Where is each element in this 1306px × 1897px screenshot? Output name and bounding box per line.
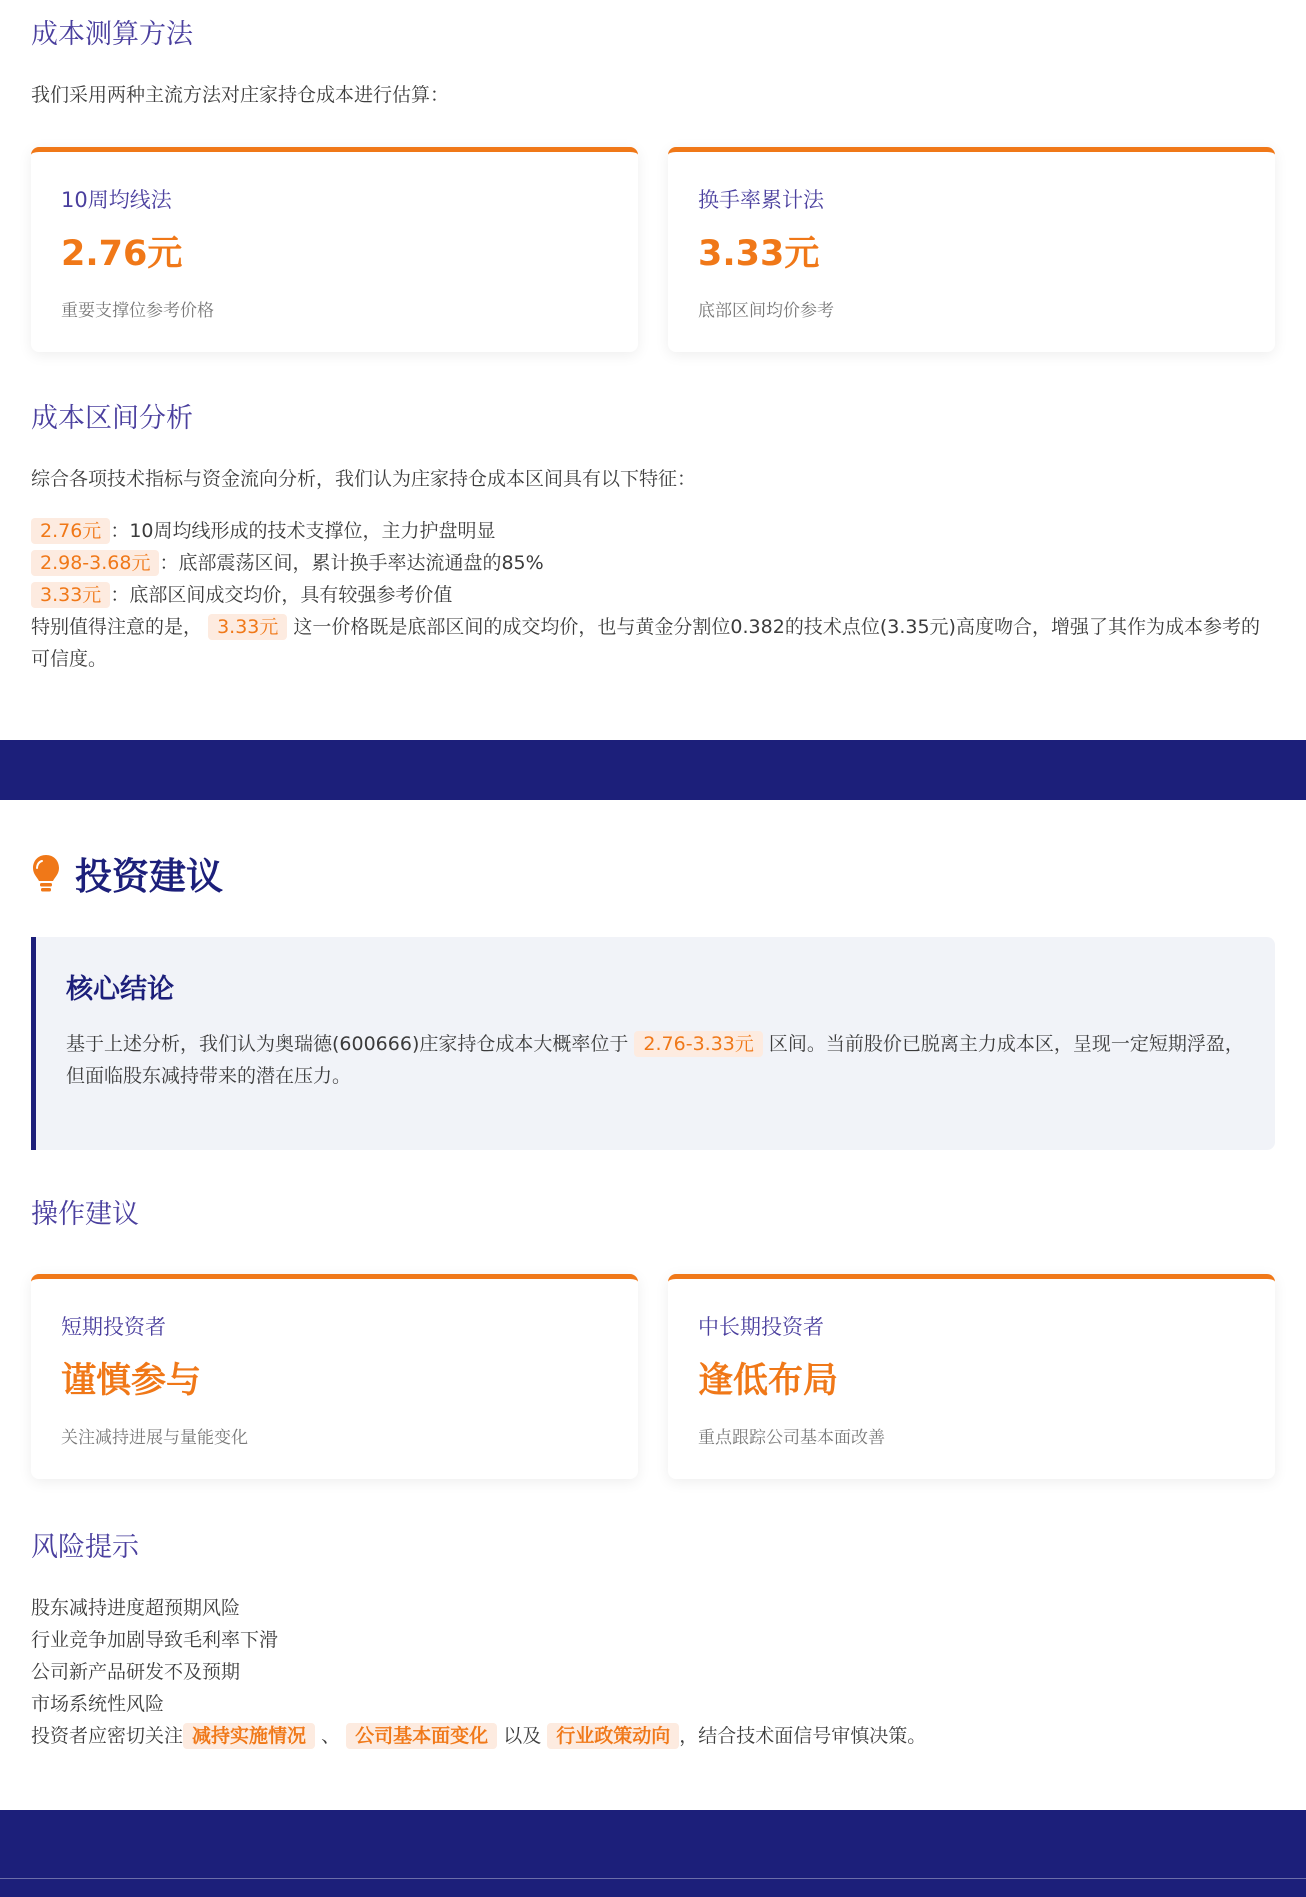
operation-card-title: 短期投资者 xyxy=(61,1315,166,1339)
advice-heading: 投资建议 xyxy=(75,855,223,898)
cost-methods-title: 成本测算方法 xyxy=(31,19,193,50)
cost-methods-section xyxy=(0,12,1306,111)
list-item xyxy=(31,515,1275,547)
method-card-title: 10周均线法 xyxy=(61,188,172,212)
risks-section xyxy=(0,1525,1306,1752)
operation-card-value: 谨慎参与 xyxy=(61,1361,202,1401)
note-prefix: 特别值得注意的是， xyxy=(31,616,203,638)
cost-range-note xyxy=(31,611,1275,675)
price-range-tag: 2.76-3.33元 xyxy=(634,1031,762,1057)
risk-item: 公司新产品研发不及预期 xyxy=(31,1661,241,1683)
final-prefix: 投资者应密切关注 xyxy=(31,1725,184,1747)
operation-card-title: 中长期投资者 xyxy=(698,1315,824,1339)
method-card-title: 换手率累计法 xyxy=(698,188,824,212)
core-conclusion-box xyxy=(31,937,1275,1150)
operation-card-desc: 重点跟踪公司基本面改善 xyxy=(698,1428,885,1448)
separator: 以及 xyxy=(503,1725,542,1747)
conclusion-suffix: 区间。当前股价已脱离主力成本区，呈现一定短期浮盈，但面临股东减持带来的潜在压力。 xyxy=(66,1033,1244,1087)
risks-title: 风险提示 xyxy=(31,1532,139,1563)
focus-tag: 减持实施情况 xyxy=(183,1723,315,1749)
footer-band xyxy=(0,1810,1306,1897)
list-item-text: ：底部震荡区间，累计换手率达流通盘的85% xyxy=(159,552,544,574)
cost-methods-intro: 我们采用两种主流方法对庄家持仓成本进行估算： xyxy=(31,84,450,106)
focus-tag: 行业政策动向 xyxy=(547,1723,679,1749)
operation-card-desc: 关注减持进展与量能变化 xyxy=(61,1428,248,1448)
method-card-desc: 重要支撑位参考价格 xyxy=(61,301,214,321)
method-card-desc: 底部区间均价参考 xyxy=(698,301,834,321)
cost-range-intro: 综合各项技术指标与资金流向分析，我们认为庄家持仓成本区间具有以下特征： xyxy=(31,468,697,490)
operation-card-value: 逢低布局 xyxy=(698,1361,839,1401)
risk-item: 市场系统性风险 xyxy=(31,1693,165,1715)
list-item-text: ：底部区间成交均价，具有较强参考价值 xyxy=(110,584,453,606)
final-suffix: ，结合技术面信号审慎决策。 xyxy=(679,1725,927,1747)
operation-card-short-term xyxy=(31,1274,638,1479)
advice-header xyxy=(0,846,1306,900)
price-tag: 3.33元 xyxy=(31,582,110,608)
risks-list xyxy=(31,1592,1275,1752)
operations-section xyxy=(0,1192,1306,1231)
conclusion-text xyxy=(66,1028,1245,1092)
cost-method-cards xyxy=(0,147,1306,352)
method-card-turnover xyxy=(668,147,1275,352)
list-item xyxy=(31,579,1275,611)
section-divider-band xyxy=(0,740,1306,800)
price-tag: 2.76元 xyxy=(31,518,110,544)
operation-cards xyxy=(0,1274,1306,1479)
cost-range-title: 成本区间分析 xyxy=(31,403,193,434)
footer-divider xyxy=(0,1878,1306,1879)
note-suffix: 这一价格既是底部区间的成交均价，也与黄金分割位0.382的技术点位(3.35元)高度吻合，增强了其作为成本参考的可信度。 xyxy=(31,616,1260,670)
price-tag: 3.33元 xyxy=(208,614,287,640)
method-card-ma10 xyxy=(31,147,638,352)
conclusion-title: 核心结论 xyxy=(66,974,174,1005)
price-tag: 2.98-3.68元 xyxy=(31,550,159,576)
list-item xyxy=(31,547,1275,579)
method-card-value: 2.76元 xyxy=(61,234,183,274)
conclusion-prefix: 基于上述分析，我们认为奥瑞德(600666)庄家持仓成本大概率位于 xyxy=(66,1033,629,1055)
cost-range-list xyxy=(31,515,1275,675)
cost-range-section xyxy=(0,396,1306,675)
risk-item: 行业竞争加剧导致毛利率下滑 xyxy=(31,1629,279,1651)
list-item-text: ：10周均线形成的技术支撑位，主力护盘明显 xyxy=(110,520,496,542)
lightbulb-icon xyxy=(31,853,61,893)
method-card-value: 3.33元 xyxy=(698,234,820,274)
operation-card-long-term xyxy=(668,1274,1275,1479)
operations-title: 操作建议 xyxy=(31,1199,139,1230)
focus-tag: 公司基本面变化 xyxy=(346,1723,497,1749)
risk-final-note xyxy=(31,1720,1275,1752)
separator: 、 xyxy=(321,1725,341,1747)
risk-item: 股东减持进度超预期风险 xyxy=(31,1597,241,1619)
conclusion-wrap xyxy=(0,937,1306,1150)
